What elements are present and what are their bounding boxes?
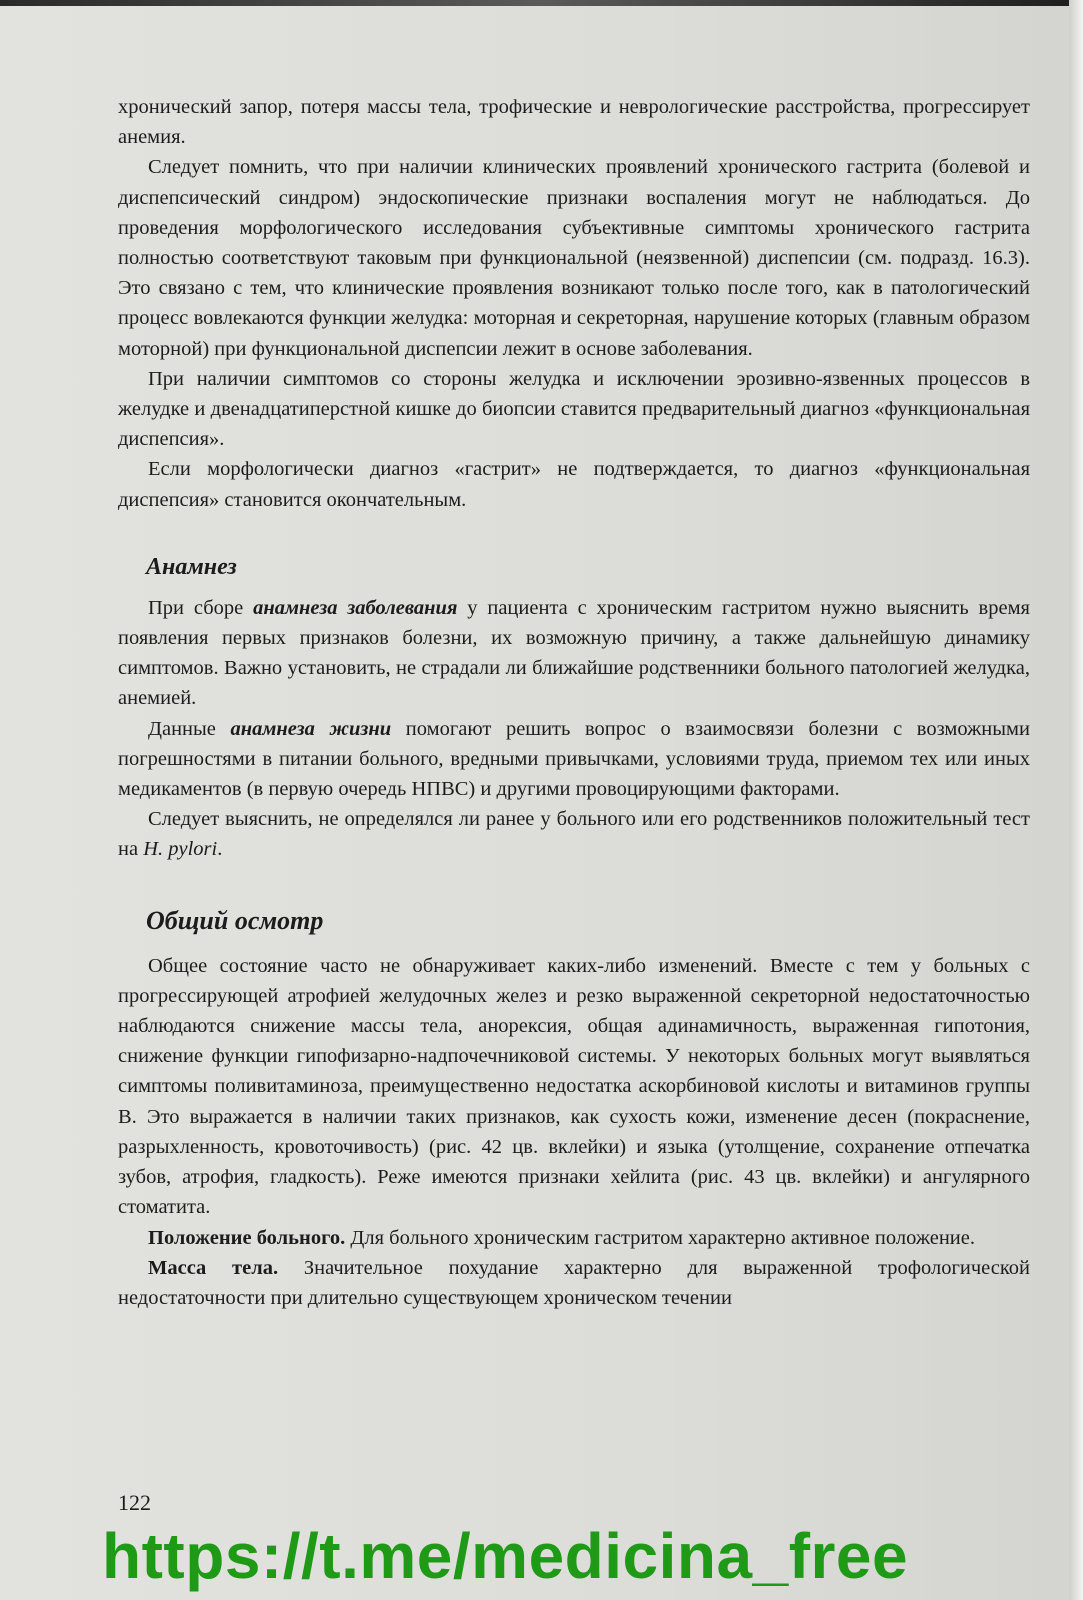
paragraph-exam-2 (118, 1223, 1030, 1253)
paragraph-anamnesis-2 (118, 714, 1030, 805)
emphasis-term: анамнеза заболевания (253, 596, 458, 619)
paragraph-anamnesis-1 (118, 593, 1030, 714)
paragraph-intro-2: Следует помнить, что при наличии клинических проявлений хронического гастрита (болевой и диспепсический синдром) эндоскопические признаки воспаления могут не наблюдаться. До проведения морфологического исследования субъективные симптомы хронического гастрита полностью соответствуют таковым при функциональной (неязвенной) диспепсии (см. подразд. 16.3). Это связано с тем, что клинические проявления возникают только после того, как в патологический процесс вовлекаются функции желудка: моторная и секреторная, нарушение которых (главным образом моторной) при функциональной диспепсии лежит в основе заболевания. (118, 156, 1030, 360)
paragraph-exam-1: Общее состояние часто не обнаруживает каких-либо изменений. Вместе с тем у больных с прогрессирующей атрофией желудочных желез и резко выраженной секреторной недостаточностью наблюдаются снижение массы тела, анорексия, общая адинамичность, выраженная гипотония, снижение функции гипофизарно-надпочечниковой системы. У некоторых больных могут выявляться симптомы поливитаминоза, преимущественно недостатка аскорбиновой кислоты и витаминов группы В. Это выражается в наличии таких признаков, как сухость кожи, изменение десен (покраснение, разрыхленность, кровоточивость) (рис. 42 цв. вклейки) и языка (утолщение, сохранение отпечатка зубов, атрофия, гладкость). Реже имеются признаки хейлита (рис. 43 цв. вклейки) и ангулярного стоматита. (118, 954, 1030, 1219)
page-right-edge (1069, 0, 1083, 1600)
paragraph-intro-1: хронический запор, потеря массы тела, трофические и неврологические расстройства, прогрессирует анемия. (118, 96, 1030, 149)
page-body (118, 92, 1030, 1313)
page-top-edge (0, 0, 1083, 6)
emphasis-term: H. pylori (143, 838, 218, 861)
page-number: 122 (118, 1490, 151, 1515)
heading-general-exam: Общий осмотр (146, 905, 324, 935)
text-span: Для больного хроническим гастритом характерно активное положение. (345, 1226, 975, 1249)
text-span: Значительное похудание характерно для выраженной трофологической недостаточности при длительно существующем хроническом течении (118, 1256, 1030, 1309)
text-span: Следует выяснить, не определялся ли ранее у больного или его родственников положительный тест на (118, 808, 1030, 861)
paragraph-intro-4: Если морфологически диагноз «гастрит» не подтверждается, то диагноз «функциональная диспепсия» становится окончательным. (118, 458, 1030, 511)
paragraph-anamnesis-3 (118, 804, 1030, 864)
heading-anamnesis: Анамнез (146, 553, 237, 580)
run-in-heading: Положение больного. (148, 1226, 346, 1249)
emphasis-term: анамнеза жизни (230, 717, 392, 740)
text-span: помогают решить вопрос о взаимосвязи болезни с возможными погрешностями в питании больного, вредными привычками, условиями труда, приемом тех или иных медикаментов (в первую очередь НПВС) и другими провоцирующими факторами. (118, 717, 1030, 801)
text-span: у пациента с хроническим гастритом нужно выяснить время появления первых признаков болезни, их возможную причину, а также дальнейшую динамику симптомов. Важно установить, не страдали ли ближайшие родственники больного патологией желудка, анемией. (118, 596, 1030, 710)
paragraph-exam-3 (118, 1253, 1030, 1313)
text-span: Данные (148, 717, 231, 740)
watermark-link[interactable]: https://t.me/medicina_free (102, 1520, 909, 1592)
text-span: При сборе (148, 596, 254, 619)
paragraph-intro-3: При наличии симптомов со стороны желудка и исключении эрозивно-язвенных процессов в желудке и двенадцатиперстной кишке до биопсии ставится предварительный диагноз «функциональная диспепсия». (118, 367, 1030, 451)
run-in-heading: Масса тела. (148, 1256, 279, 1279)
text-span: . (217, 838, 223, 861)
